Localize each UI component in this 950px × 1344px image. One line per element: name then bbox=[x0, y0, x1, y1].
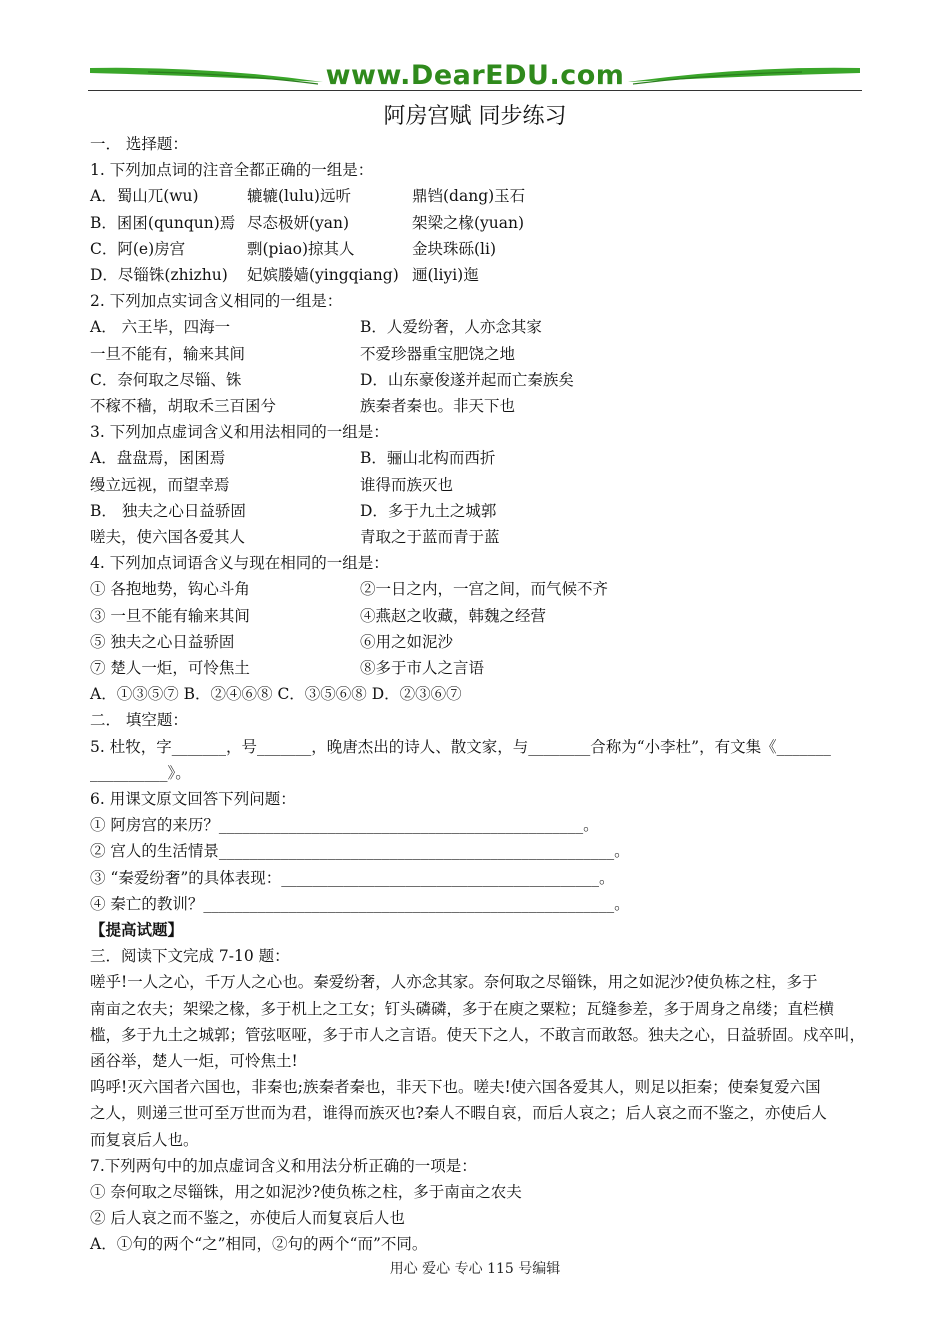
line-text: 7.下列两句中的加点虚词含义和用法分析正确的一项是： bbox=[90, 1156, 477, 1175]
line-text: A．①③⑤⑦ B．②④⑥⑧ C．③⑤⑥⑧ D．②③⑥⑦ bbox=[90, 685, 462, 704]
text-line bbox=[90, 867, 615, 889]
option-cell: 逦(liyi)迤 bbox=[412, 266, 479, 284]
line-text: 槛，多于九土之城郭；管弦呕哑，多于市人之言语。使天下之人，不敢言而敢怒。独夫之心，日益骄固。戍卒叫， bbox=[90, 1025, 866, 1044]
option-cell: C．阿(e)房宫 bbox=[90, 239, 186, 258]
text-line bbox=[90, 159, 373, 181]
line-text: A．盘盘焉，囷囷焉 bbox=[90, 449, 226, 468]
line-text-col2: D．多于九土之城郭 bbox=[360, 501, 497, 520]
line-text-col2: 谁得而族灭也 bbox=[360, 475, 454, 494]
line-text-col2: 不爱珍器重宝肥饶之地 bbox=[360, 344, 516, 363]
line-text: 嗟夫，使六国各爱其人 bbox=[90, 528, 246, 546]
line-text-col2: ②一日之内，一宫之间，而气候不齐 bbox=[360, 580, 609, 599]
line-text: 三．阅读下文完成 7-10 题： bbox=[90, 947, 290, 966]
text-line bbox=[90, 474, 790, 496]
line-text: ③ “秦爱纷奢”的具体表现：_________________________________________。 bbox=[90, 868, 615, 887]
text-line bbox=[90, 814, 599, 836]
line-text: ② 宫人的生活情景___________________________________________________。 bbox=[90, 842, 630, 861]
line-text-col2: ⑧多于市人之言语 bbox=[360, 659, 485, 677]
line-text-col2: B．骊山北构而西折 bbox=[360, 449, 496, 468]
line-text: 6. 用课文原文回答下列问题： bbox=[90, 790, 296, 808]
line-text: 缦立远视，而望幸焉 bbox=[90, 475, 230, 494]
text-line bbox=[90, 1024, 865, 1046]
line-text: 4. 下列加点词语含义与现在相同的一组是： bbox=[90, 554, 389, 573]
line-text: 5. 杜牧，字_______，号_______，晚唐杰出的诗人、散文家，与________合称为“小李杜”，有文集《_______ bbox=[90, 737, 831, 756]
option-cell: D．尽锱铢(zhizhu) bbox=[90, 266, 228, 284]
line-text: ⑦ 楚人一炬，可怜焦土 bbox=[90, 659, 250, 677]
line-text: ① 阿房宫的来历？_______________________________________________。 bbox=[90, 816, 599, 835]
text-line bbox=[90, 212, 790, 234]
line-text: 1. 下列加点词的注音全都正确的一组是： bbox=[90, 161, 374, 180]
line-text: __________》。 bbox=[90, 763, 191, 782]
line-text-col2: B．人爱纷奢，人亦念其家 bbox=[360, 318, 542, 337]
line-text: 函谷举，楚人一炬，可怜焦土! bbox=[90, 1052, 298, 1070]
page-title: 阿房宫赋 同步练习 bbox=[383, 104, 567, 129]
text-line bbox=[90, 133, 188, 155]
line-text-col2: ④燕赵之收藏，韩魏之经营 bbox=[360, 606, 547, 625]
line-text: ② 后人哀之而不鉴之，亦使后人而复哀后人也 bbox=[90, 1209, 405, 1228]
option-cell: 辘辘(lulu)远听 bbox=[247, 187, 351, 206]
line-text: B． 独夫之心日益骄固 bbox=[90, 501, 246, 520]
line-text-col2: D．山东豪俊遂并起而亡秦族矣 bbox=[360, 370, 574, 389]
line-text: 一． 选择题： bbox=[90, 135, 188, 153]
line-text: A．①句的两个“之”相同，②句的两个“而”不同。 bbox=[90, 1235, 428, 1254]
line-text: 嗟乎!一人之心，千万人之心也。秦爱纷奢，人亦念其家。奈何取之尽锱铢，用之如泥沙?使负栋之柱，多于 bbox=[90, 973, 818, 992]
text-line bbox=[90, 631, 790, 653]
text-line bbox=[90, 369, 790, 391]
text-line bbox=[90, 185, 790, 207]
text-line bbox=[90, 840, 630, 862]
page-footer: 用心 爱心 专心 115 号编辑 bbox=[389, 1261, 561, 1277]
text-line bbox=[90, 578, 790, 600]
line-text: ④ 秦亡的教训？_____________________________________________________。 bbox=[90, 894, 630, 913]
line-text: C．奈何取之尽锱、铢 bbox=[90, 370, 242, 389]
text-line bbox=[90, 447, 790, 469]
text-line bbox=[90, 421, 389, 443]
line-text: 3. 下列加点虚词含义和用法相同的一组是： bbox=[90, 423, 389, 442]
text-line bbox=[90, 971, 818, 993]
line-text: 2. 下列加点实词含义相同的一组是： bbox=[90, 292, 343, 311]
option-cell: 金块珠砾(li) bbox=[412, 239, 497, 258]
text-line bbox=[90, 709, 188, 731]
text-line bbox=[90, 290, 342, 312]
option-cell: 妃嫔媵嫱(yingqiang) bbox=[247, 266, 399, 284]
text-line bbox=[90, 605, 790, 627]
line-text: ① 各抱地势，钩心斗角 bbox=[90, 580, 250, 599]
text-line bbox=[90, 736, 831, 758]
text-line bbox=[90, 316, 790, 338]
text-line bbox=[90, 1102, 827, 1124]
text-line bbox=[90, 395, 790, 417]
line-text: 而复哀后人也。 bbox=[90, 1130, 199, 1149]
option-cell: 架梁之椽(yuan) bbox=[412, 213, 525, 232]
text-line bbox=[90, 552, 389, 574]
text-line bbox=[90, 893, 630, 915]
line-text-col2: ⑥用之如泥沙 bbox=[360, 632, 454, 651]
line-text: A． 六王毕，四海一 bbox=[90, 318, 231, 337]
text-line bbox=[90, 788, 296, 810]
text-line bbox=[90, 1155, 477, 1177]
text-line bbox=[90, 343, 790, 365]
text-line bbox=[90, 526, 790, 548]
line-text: ③ 一旦不能有输来其间 bbox=[90, 606, 250, 625]
option-cell: B．囷囷(qunqun)焉 bbox=[90, 213, 236, 232]
line-text: 南亩之农夫；架梁之椽，多于机上之工女；钉头磷磷，多于在庾之粟粒；瓦缝参差，多于周身之帛缕；直栏横 bbox=[90, 999, 835, 1018]
option-cell: 尽态极妍(yan) bbox=[247, 213, 350, 232]
text-line bbox=[90, 1207, 405, 1229]
text-line bbox=[90, 264, 790, 286]
text-line bbox=[90, 683, 462, 705]
text-line bbox=[90, 945, 290, 967]
text-line bbox=[90, 500, 790, 522]
line-text: 【提高试题】 bbox=[90, 920, 184, 939]
line-text: 一旦不能有，输来其间 bbox=[90, 344, 246, 363]
line-text: 之人，则递三世可至万世而为君，谁得而族灭也?秦人不暇自哀，而后人哀之；后人哀之而不鉴之，亦使后人 bbox=[90, 1104, 827, 1123]
line-text-col2: 青取之于蓝而青于蓝 bbox=[360, 528, 500, 546]
text-line bbox=[90, 1181, 522, 1203]
text-line bbox=[90, 1233, 427, 1255]
text-line bbox=[90, 1050, 298, 1072]
text-line bbox=[90, 1076, 821, 1098]
line-text: 呜呼!灭六国者六国也，非秦也;族秦者秦也，非天下也。嗟夫!使六国各爱其人，则足以拒秦；使秦复爱六国 bbox=[90, 1078, 821, 1097]
text-line bbox=[90, 919, 183, 941]
line-text: 二． 填空题： bbox=[90, 711, 188, 730]
site-logo[interactable]: www.DearEDU.com bbox=[325, 60, 625, 91]
header-rule bbox=[88, 90, 862, 91]
line-text: ① 奈何取之尽锱铢，用之如泥沙?使负栋之柱，多于南亩之农夫 bbox=[90, 1183, 522, 1201]
option-cell: A．蜀山兀(wu) bbox=[90, 187, 199, 206]
text-line bbox=[90, 998, 834, 1020]
text-line bbox=[90, 238, 790, 260]
text-line bbox=[90, 762, 191, 784]
text-line bbox=[90, 1129, 199, 1151]
line-text-col2: 族秦者秦也。非天下也 bbox=[360, 397, 516, 415]
option-cell: 剽(piao)掠其人 bbox=[247, 239, 355, 258]
option-cell: 鼎铛(dang)玉石 bbox=[412, 187, 526, 206]
text-line bbox=[90, 657, 790, 679]
line-text: ⑤ 独夫之心日益骄固 bbox=[90, 632, 235, 651]
line-text: 不稼不穑，胡取禾三百囷兮 bbox=[90, 397, 277, 415]
